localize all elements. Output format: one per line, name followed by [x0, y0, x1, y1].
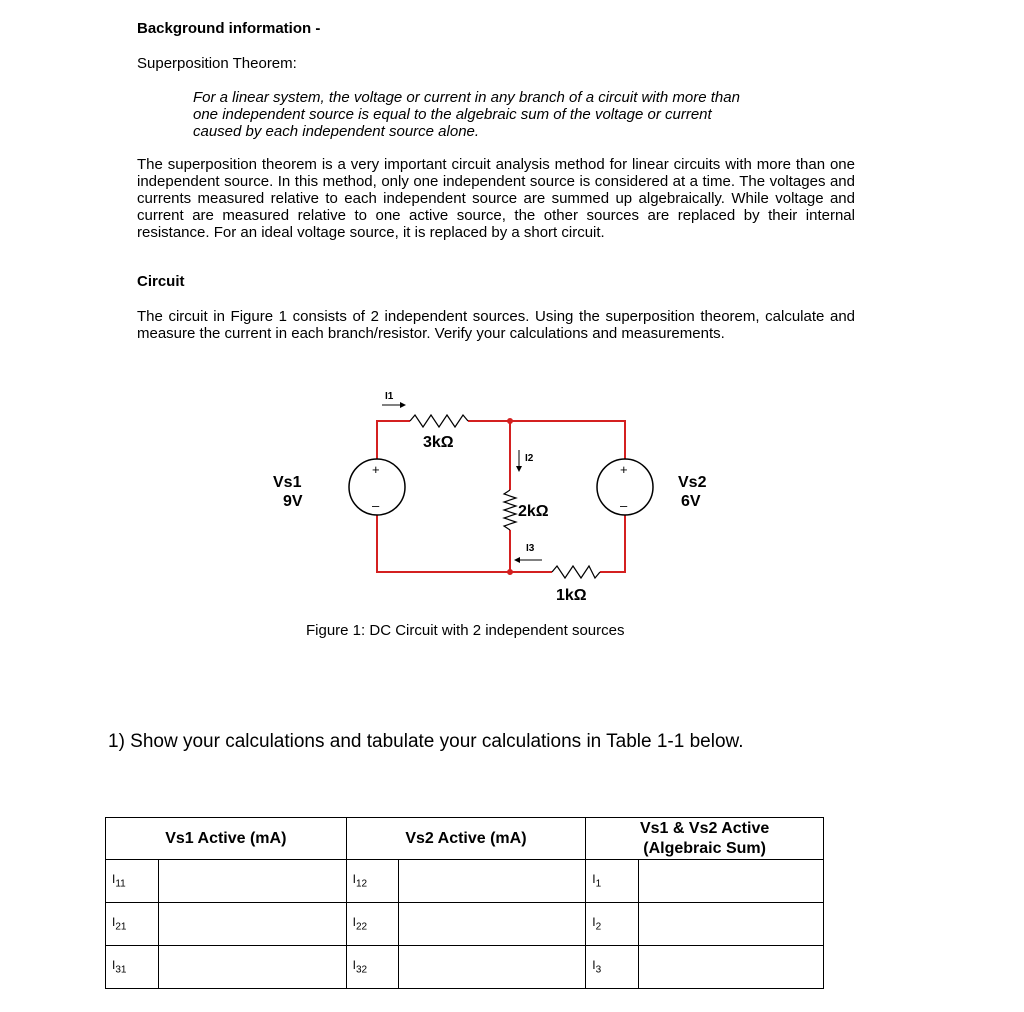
resistor-2k	[504, 490, 516, 530]
label-i11: $I_{11}$	[106, 860, 159, 903]
cell-i32-value[interactable]	[398, 946, 586, 989]
theorem-line: caused by each independent source alone.	[193, 123, 480, 140]
i1-label: I1	[385, 391, 394, 402]
cell-i21-value[interactable]	[158, 903, 346, 946]
table-row	[106, 946, 824, 989]
resistor-3k	[410, 415, 468, 427]
circuit-wires	[377, 421, 625, 572]
node-bottom	[507, 569, 513, 575]
label-i12: $I_{12}$	[346, 860, 398, 903]
question-1: 1) Show your calculations and tabulate your calculations in Table 1-1 below.	[108, 731, 744, 752]
vs1-name: Vs1	[273, 474, 302, 491]
vs2-plus: +	[620, 462, 628, 477]
label-i22: $I_{22}$	[346, 903, 398, 946]
cell-i11-value[interactable]	[158, 860, 346, 903]
r2-label: 2kΩ	[518, 503, 549, 520]
i1-arrowhead-icon	[400, 402, 406, 408]
theorem-line: For a linear system, the voltage or current in any branch of a circuit with more than	[193, 89, 740, 106]
vs2-name: Vs2	[678, 474, 707, 491]
label-i21: $I_{21}$	[106, 903, 159, 946]
cell-i31-value[interactable]	[158, 946, 346, 989]
table-row	[106, 860, 824, 903]
vs2-minus: –	[620, 498, 628, 513]
header-sum-line1: Vs1 & Vs2 Active	[639, 819, 770, 837]
label-i32: $I_{32}$	[346, 946, 398, 989]
cell-i2-value[interactable]	[639, 903, 824, 946]
header-vs1-active: Vs1 Active (mA)	[106, 818, 347, 860]
label-i2: $I_2$	[586, 903, 639, 946]
r3-label: 1kΩ	[556, 587, 587, 604]
cell-i12-value[interactable]	[398, 860, 586, 903]
i3-label: I3	[526, 543, 535, 554]
vs2-value: 6V	[681, 493, 701, 510]
table-row	[106, 903, 824, 946]
cell-i1-value[interactable]	[639, 860, 824, 903]
resistor-1k	[552, 566, 600, 578]
cell-i22-value[interactable]	[398, 903, 586, 946]
cell-i3-value[interactable]	[639, 946, 824, 989]
header-vs2-active: Vs2 Active (mA)	[346, 818, 586, 860]
vs1-minus: –	[372, 498, 380, 513]
i3-arrowhead-icon	[514, 557, 520, 563]
theorem-line: one independent source is equal to the algebraic sum of the voltage or current	[193, 106, 712, 123]
header-algebraic-sum	[586, 818, 824, 860]
i2-arrowhead-icon	[516, 466, 522, 472]
superposition-heading: Superposition Theorem:	[137, 55, 297, 72]
circuit-diagram	[260, 380, 730, 610]
theorem-statement	[193, 89, 843, 140]
vs1-plus: +	[372, 462, 380, 477]
r1-label: 3kΩ	[423, 434, 454, 451]
i2-label: I2	[525, 453, 534, 464]
circuit-paragraph: The circuit in Figure 1 consists of 2 independent sources. Using the superposition theorem, calculate and measure the current in each branch/resistor. Verify your calculations and measurements.	[137, 308, 855, 342]
node-top	[507, 418, 513, 424]
background-heading: Background information -	[137, 20, 321, 37]
table-header-row	[106, 818, 824, 860]
intro-paragraph: The superposition theorem is a very important circuit analysis method for linear circuits with more than one independent source. In this method, only one independent source is considered at a time. The voltages and currents measured relative to each independent source are summed up algebraically. While voltage and current are measured relative to one active source, the other sources are replaced by their internal resistance. For an ideal voltage source, it is replaced by a short circuit.	[137, 156, 855, 241]
results-table	[105, 817, 824, 989]
vs1-value: 9V	[283, 493, 303, 510]
circuit-heading: Circuit	[137, 273, 185, 290]
header-sum-line2: (Algebraic Sum)	[643, 839, 766, 857]
label-i1: $I_1$	[586, 860, 639, 903]
label-i31: $I_{31}$	[106, 946, 159, 989]
figure-caption: Figure 1: DC Circuit with 2 independent sources	[306, 622, 625, 639]
label-i3: $I_3$	[586, 946, 639, 989]
